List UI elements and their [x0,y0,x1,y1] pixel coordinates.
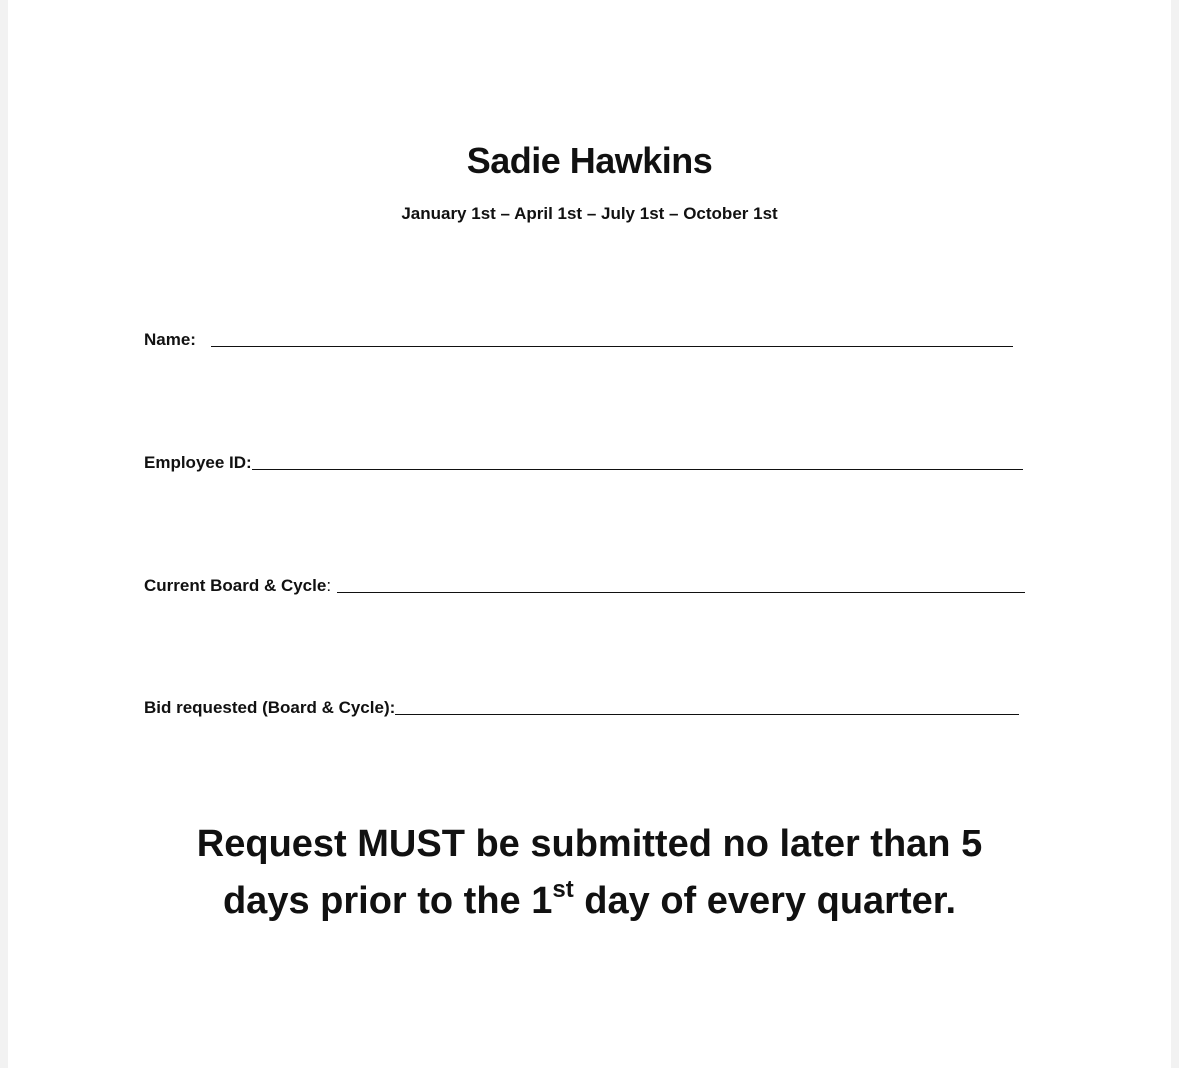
notice-line-2-end: day of every quarter. [573,880,957,922]
name-blank-line[interactable] [211,346,1013,347]
bid-requested-field [144,688,1019,718]
current-board-blank-line[interactable] [337,592,1025,593]
current-board-field [144,566,1025,596]
name-label: Name: [144,330,196,349]
name-field [144,320,1013,350]
ordinal-suffix: st [552,876,574,903]
employee-id-label: Employee ID: [144,453,252,472]
bid-requested-label: Bid requested (Board & Cycle): [144,698,396,717]
document-title: Sadie Hawkins [466,140,713,181]
notice-line-1: Request MUST be submitted no later than 5 [196,823,983,865]
submission-notice [8,816,1171,930]
notice-line-2-start: days prior to the 1 [222,880,553,922]
notice-line-2 [8,873,1171,930]
current-board-label-text: Current Board & Cycle [144,576,327,595]
document-page [8,0,1171,1068]
current-board-label [144,576,331,596]
quarter-dates: January 1st – April 1st – July 1st – October 1st [401,204,778,223]
employee-id-field [144,443,1023,473]
current-board-label-colon: : [326,576,332,595]
employee-id-blank-line[interactable] [252,469,1023,470]
bid-requested-blank-line[interactable] [395,714,1019,715]
